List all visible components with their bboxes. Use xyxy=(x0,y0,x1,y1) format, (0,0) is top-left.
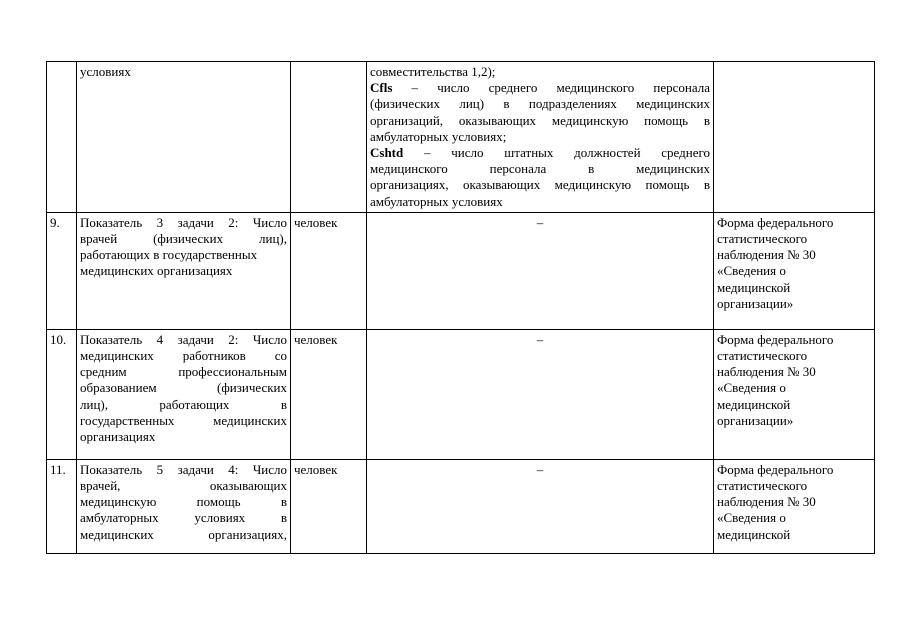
indicator-name-cell xyxy=(77,459,291,553)
indicator-name-cell xyxy=(77,329,291,459)
row-number-cell xyxy=(47,62,77,213)
indicator-name-line: средним профессиональным xyxy=(80,364,287,380)
indicator-name-line: медицинских работников со xyxy=(80,348,287,364)
indicator-name-line: медицинских организациях, xyxy=(80,526,287,542)
indicator-name-line: Показатель 5 задачи 4: Число xyxy=(80,461,287,477)
source-line: наблюдения № 30 xyxy=(717,247,816,263)
source-line: наблюдения № 30 xyxy=(717,494,816,510)
source-line: организации» xyxy=(717,295,794,311)
source-line: медицинской xyxy=(717,279,791,295)
source-line: статистического xyxy=(717,231,808,247)
indicator-name-line: амбулаторных условиях в xyxy=(80,510,287,526)
source-cell xyxy=(714,329,875,459)
indicator-name-line: Показатель 3 задачи 2: Число xyxy=(80,214,287,230)
indicator-name-line: образованием (физических xyxy=(80,380,287,396)
source-cell xyxy=(714,62,875,213)
indicator-name-line: условиях xyxy=(80,64,131,79)
calculation-cell: – xyxy=(367,459,714,553)
indicator-name-line: медицинских организациях xyxy=(80,263,233,279)
indicator-name-line: врачей, оказывающих xyxy=(80,478,287,494)
table-row xyxy=(47,329,875,459)
table-row xyxy=(47,62,875,213)
source-line: «Сведения о xyxy=(717,263,786,279)
source-line: статистического xyxy=(717,348,808,364)
source-line: Форма федерального xyxy=(717,461,834,477)
variable-name: Cfls xyxy=(370,80,393,96)
source-line: Форма федерального xyxy=(717,214,834,230)
row-number-cell: 11. xyxy=(47,459,77,553)
source-cell xyxy=(714,459,875,553)
unit-cell: человек xyxy=(291,329,367,459)
indicator-name-line: организациях xyxy=(80,429,156,445)
source-line: организации» xyxy=(717,412,794,428)
indicator-name-line: работающих в государственных xyxy=(80,247,258,263)
calc-line: организациях, оказывающих медицинскую помощь в xyxy=(370,177,710,193)
indicator-name-line: врачей (физических лиц), xyxy=(80,231,287,247)
calculation-cell: – xyxy=(367,329,714,459)
source-line: «Сведения о xyxy=(717,510,786,526)
source-line: «Сведения о xyxy=(717,380,786,396)
source-line: Форма федерального xyxy=(717,331,834,347)
source-line: статистического xyxy=(717,478,808,494)
indicator-table xyxy=(46,61,875,554)
calc-line: амбулаторных условиях xyxy=(370,193,503,209)
calc-line: (физических лиц) в подразделениях медицинских xyxy=(370,96,710,112)
table-row xyxy=(47,212,875,329)
calc-line: медицинского персонала в медицинских xyxy=(370,161,710,177)
calc-line: Cshtd – число штатных должностей среднего xyxy=(370,145,710,161)
calc-line: совместительства 1,2); xyxy=(370,64,496,79)
source-cell xyxy=(714,212,875,329)
calculation-cell xyxy=(367,62,714,213)
calc-line: Cfls – число среднего медицинского персонала xyxy=(370,80,710,96)
calculation-cell: – xyxy=(367,212,714,329)
calc-line: организаций, оказывающих медицинскую помощь в xyxy=(370,112,710,128)
indicator-name-cell xyxy=(77,62,291,213)
unit-cell: человек xyxy=(291,459,367,553)
indicator-name-line: Показатель 4 задачи 2: Число xyxy=(80,331,287,347)
indicator-name-cell xyxy=(77,212,291,329)
row-number-cell: 9. xyxy=(47,212,77,329)
indicator-name-line: лиц), работающих в xyxy=(80,396,287,412)
source-line: медицинской xyxy=(717,396,791,412)
unit-cell xyxy=(291,62,367,213)
table-row xyxy=(47,459,875,553)
calc-line: амбулаторных условиях; xyxy=(370,128,507,144)
row-number-cell: 10. xyxy=(47,329,77,459)
indicator-name-line: медицинскую помощь в xyxy=(80,494,287,510)
unit-cell: человек xyxy=(291,212,367,329)
source-line: наблюдения № 30 xyxy=(717,364,816,380)
variable-name: Cshtd xyxy=(370,145,404,161)
source-line: медицинской xyxy=(717,526,791,542)
indicator-name-line: государственных медицинских xyxy=(80,412,287,428)
